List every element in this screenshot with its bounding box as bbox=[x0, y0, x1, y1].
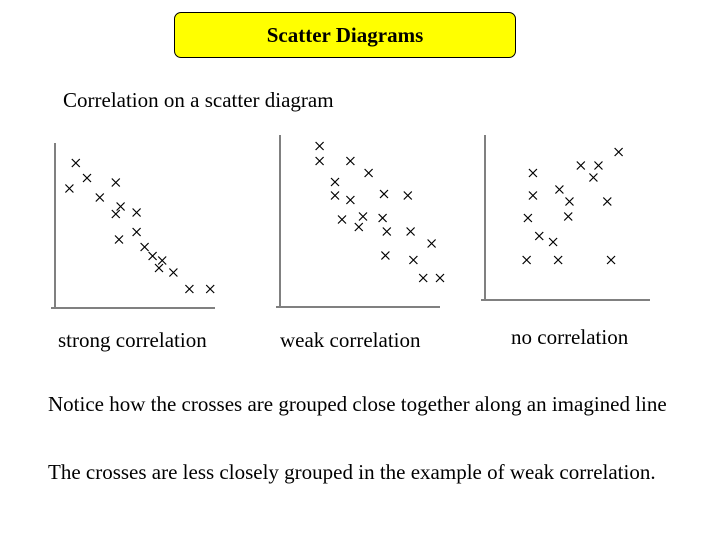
cross-marker bbox=[535, 232, 543, 240]
cross-marker bbox=[346, 157, 354, 165]
cross-marker bbox=[158, 257, 166, 265]
cross-marker bbox=[65, 185, 73, 193]
cross-marker bbox=[603, 198, 611, 206]
cross-marker bbox=[117, 203, 125, 211]
no-correlation-caption: no correlation bbox=[511, 325, 629, 349]
cross-marker bbox=[96, 194, 104, 202]
cross-marker bbox=[331, 192, 339, 200]
cross-marker bbox=[577, 162, 585, 170]
weak-correlation-chart bbox=[270, 130, 450, 315]
cross-marker bbox=[428, 240, 436, 248]
slide-title: Scatter Diagrams bbox=[174, 12, 516, 58]
cross-marker bbox=[169, 269, 177, 277]
cross-marker bbox=[185, 285, 193, 293]
cross-marker bbox=[379, 214, 387, 222]
cross-marker bbox=[549, 238, 557, 246]
cross-marker bbox=[380, 190, 388, 198]
cross-marker bbox=[316, 142, 324, 150]
cross-marker bbox=[115, 236, 123, 244]
cross-marker bbox=[564, 213, 572, 221]
cross-marker bbox=[141, 243, 149, 251]
cross-marker bbox=[524, 214, 532, 222]
cross-marker bbox=[607, 256, 615, 264]
cross-marker bbox=[338, 216, 346, 224]
strong-correlation-caption: strong correlation bbox=[58, 328, 207, 352]
cross-marker bbox=[206, 285, 214, 293]
cross-marker bbox=[359, 213, 367, 221]
weak-correlation-caption: weak correlation bbox=[280, 328, 421, 352]
cross-marker bbox=[589, 174, 597, 182]
cross-marker bbox=[155, 264, 163, 272]
cross-marker bbox=[112, 179, 120, 187]
cross-marker bbox=[594, 162, 602, 170]
cross-marker bbox=[72, 159, 80, 167]
cross-marker bbox=[407, 228, 415, 236]
strong-correlation-chart bbox=[40, 138, 220, 313]
cross-marker bbox=[523, 256, 531, 264]
cross-marker bbox=[346, 196, 354, 204]
cross-marker bbox=[149, 252, 157, 260]
no-correlation-chart bbox=[475, 130, 660, 310]
cross-marker bbox=[133, 209, 141, 217]
note-strong: Notice how the crosses are grouped close together along an imagined line bbox=[48, 392, 667, 416]
cross-marker bbox=[554, 256, 562, 264]
cross-marker bbox=[365, 169, 373, 177]
cross-marker bbox=[112, 210, 120, 218]
cross-marker bbox=[555, 186, 563, 194]
cross-marker bbox=[615, 148, 623, 156]
cross-marker bbox=[409, 256, 417, 264]
cross-marker bbox=[383, 228, 391, 236]
cross-marker bbox=[83, 174, 91, 182]
cross-marker bbox=[133, 228, 141, 236]
cross-marker bbox=[529, 169, 537, 177]
cross-marker bbox=[355, 223, 363, 231]
cross-marker bbox=[404, 192, 412, 200]
note-weak: The crosses are less closely grouped in the example of weak correlation. bbox=[48, 460, 656, 484]
slide-subtitle: Correlation on a scatter diagram bbox=[63, 88, 334, 112]
cross-marker bbox=[316, 157, 324, 165]
cross-marker bbox=[381, 252, 389, 260]
cross-marker bbox=[436, 274, 444, 282]
cross-marker bbox=[565, 198, 573, 206]
cross-marker bbox=[331, 178, 339, 186]
cross-marker bbox=[529, 192, 537, 200]
cross-marker bbox=[419, 274, 427, 282]
